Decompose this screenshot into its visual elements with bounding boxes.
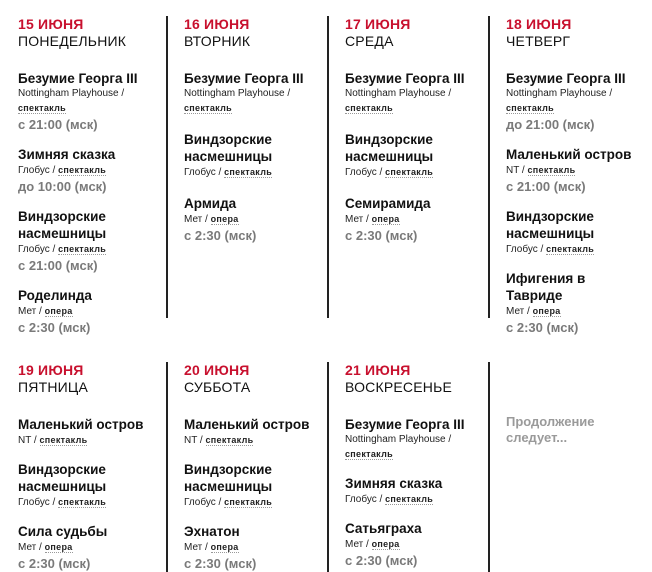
event-meta [184, 495, 322, 510]
day-column [488, 0, 650, 335]
event-title[interactable]: Маленький остров [506, 147, 632, 162]
event-type[interactable]: спектакль [527, 165, 576, 175]
event-venue: Мет [184, 542, 203, 553]
event-title[interactable]: Эхнатон [184, 524, 240, 539]
event-venue: Мет [18, 306, 37, 317]
event-time: с 21:00 (мск) [506, 179, 586, 194]
event-title[interactable]: Зимняя сказка [18, 147, 116, 162]
event-venue: Мет [506, 306, 525, 317]
day-date: 21 ИЮНЯ [345, 362, 411, 378]
day-column [327, 346, 489, 568]
event-item[interactable] [184, 416, 322, 448]
event-meta [18, 304, 156, 319]
event-item[interactable] [345, 70, 483, 116]
event-time: до 10:00 (мск) [18, 179, 107, 194]
event-meta [184, 165, 322, 180]
meta-separator: / [49, 165, 59, 176]
day-weekday: СУББОТА [184, 379, 251, 395]
event-venue: Nottingham Playhouse [184, 88, 285, 99]
event-title[interactable]: Маленький остров [184, 417, 310, 432]
event-meta [506, 242, 644, 257]
meta-separator: / [363, 539, 372, 550]
event-list [345, 416, 483, 569]
event-item[interactable] [506, 70, 644, 133]
meta-separator: / [49, 244, 59, 255]
event-item[interactable] [18, 287, 156, 336]
event-meta [18, 242, 156, 257]
event-venue: Мет [345, 539, 364, 550]
continued-note: Продолжение следует... [506, 414, 595, 445]
event-meta [345, 165, 483, 180]
event-type[interactable]: спектакль [546, 244, 595, 254]
meta-separator: / [202, 542, 211, 553]
day-column [0, 0, 162, 335]
event-meta [345, 87, 483, 116]
event-type[interactable]: спектакль [506, 103, 554, 113]
event-title[interactable]: Роделинда [18, 288, 92, 303]
event-type[interactable]: спектакль [58, 244, 107, 254]
event-title[interactable]: Виндзорские насмешницы [345, 132, 434, 164]
day-weekday: ЧЕТВЕРГ [506, 33, 571, 49]
event-list [506, 70, 644, 336]
day-weekday: ВОСКРЕСЕНЬЕ [345, 379, 452, 395]
event-venue: NT [184, 435, 198, 446]
event-venue: Глобус [184, 167, 216, 178]
event-title[interactable]: Армида [184, 196, 237, 211]
event-time: с 2:30 (мск) [184, 228, 257, 243]
day-date: 17 ИЮНЯ [345, 16, 411, 32]
meta-separator: / [202, 214, 211, 225]
meta-separator: / [445, 88, 452, 99]
event-venue: Глобус [345, 494, 377, 505]
day-weekday: ВТОРНИК [184, 33, 251, 49]
event-meta [345, 212, 483, 227]
event-title[interactable]: Виндзорские насмешницы [506, 209, 595, 241]
event-meta [506, 87, 644, 116]
day-column [166, 346, 328, 571]
event-item[interactable] [18, 523, 156, 572]
event-venue: Мет [345, 214, 364, 225]
event-type[interactable]: опера [44, 542, 73, 552]
event-list [345, 70, 483, 244]
event-type[interactable]: опера [371, 539, 400, 549]
event-meta [184, 87, 322, 116]
event-time: с 2:30 (мск) [345, 228, 418, 243]
event-list [18, 416, 156, 572]
event-type[interactable]: спектакль [385, 494, 434, 504]
event-venue: Nottingham Playhouse [506, 88, 607, 99]
event-venue: NT [18, 435, 32, 446]
event-title[interactable]: Зимняя сказка [345, 476, 443, 491]
event-item[interactable] [184, 523, 322, 572]
day-date: 16 ИЮНЯ [184, 16, 250, 32]
event-meta [184, 540, 322, 555]
event-title[interactable]: Сила судьбы [18, 524, 108, 539]
day-column [0, 346, 162, 571]
event-meta [506, 163, 644, 178]
day-column [488, 346, 650, 559]
meta-separator: / [363, 214, 372, 225]
meta-separator: / [49, 497, 59, 508]
meta-separator: / [524, 306, 533, 317]
event-title[interactable]: Виндзорские насмешницы [184, 132, 273, 164]
event-title[interactable]: Безумие Георга III [18, 71, 138, 86]
event-type[interactable]: опера [210, 214, 239, 224]
event-meta [184, 433, 322, 448]
event-meta [18, 495, 156, 510]
event-type[interactable]: опера [532, 306, 561, 316]
event-type[interactable]: спектакль [224, 497, 273, 507]
meta-separator: / [376, 167, 386, 178]
event-type[interactable]: спектакль [205, 435, 254, 445]
meta-separator: / [376, 494, 386, 505]
event-venue: Глобус [345, 167, 377, 178]
event-item[interactable] [506, 270, 644, 336]
event-title[interactable]: Маленький остров [18, 417, 144, 432]
day-column [166, 0, 328, 330]
event-meta [506, 304, 644, 319]
event-item[interactable] [506, 208, 644, 257]
event-title[interactable]: Безумие Георга III [345, 417, 465, 432]
event-title[interactable]: Ифигения в Тавриде [506, 271, 586, 303]
event-type[interactable]: опера [210, 542, 239, 552]
event-time: с 2:30 (мск) [506, 320, 579, 335]
event-type[interactable]: спектакль [385, 167, 434, 177]
meta-separator: / [284, 88, 291, 99]
event-venue: Глобус [506, 244, 538, 255]
event-meta [345, 492, 483, 507]
event-title[interactable]: Безумие Георга III [345, 71, 465, 86]
event-type[interactable]: спектакль [58, 165, 107, 175]
event-venue: Мет [18, 542, 37, 553]
event-type[interactable]: спектакль [184, 103, 232, 113]
event-venue: Глобус [18, 497, 50, 508]
day-date: 18 ИЮНЯ [506, 16, 572, 32]
week-row [0, 346, 652, 571]
event-meta [18, 540, 156, 555]
meta-separator: / [215, 167, 225, 178]
event-item[interactable] [345, 416, 483, 462]
event-meta [345, 537, 483, 552]
event-item[interactable] [184, 131, 322, 180]
event-meta [345, 433, 483, 462]
event-item[interactable] [18, 146, 156, 195]
day-date: 20 ИЮНЯ [184, 362, 250, 378]
event-venue: Nottingham Playhouse [345, 88, 446, 99]
event-item[interactable] [18, 70, 156, 133]
event-venue: Мет [184, 214, 203, 225]
event-item[interactable] [345, 195, 483, 244]
event-type[interactable]: спектакль [58, 497, 107, 507]
event-title[interactable]: Виндзорские насмешницы [18, 462, 107, 494]
event-venue: Глобус [18, 165, 50, 176]
event-list [184, 70, 322, 244]
event-item[interactable] [345, 520, 483, 569]
meta-separator: / [36, 542, 45, 553]
event-type[interactable]: спектакль [345, 449, 393, 459]
meta-separator: / [36, 306, 45, 317]
event-meta [18, 163, 156, 178]
event-meta [18, 433, 156, 448]
event-item[interactable] [345, 475, 483, 507]
day-weekday: СРЕДА [345, 33, 394, 49]
event-time: с 2:30 (мск) [18, 556, 91, 571]
event-time: с 21:00 (мск) [18, 117, 98, 132]
event-item[interactable] [184, 70, 322, 116]
meta-separator: / [537, 244, 547, 255]
event-type[interactable]: опера [371, 214, 400, 224]
event-item[interactable] [184, 461, 322, 510]
meta-separator: / [606, 88, 613, 99]
event-meta [184, 212, 322, 227]
meta-separator: / [519, 165, 528, 176]
event-title[interactable]: Семирамида [345, 196, 431, 211]
event-time: с 2:30 (мск) [18, 320, 91, 335]
event-title[interactable]: Безумие Георга III [506, 71, 626, 86]
meta-separator: / [118, 88, 125, 99]
event-item[interactable] [18, 461, 156, 510]
day-column [327, 0, 489, 330]
meta-separator: / [445, 434, 452, 445]
day-weekday: ПОНЕДЕЛЬНИК [18, 33, 127, 49]
day-date: 19 ИЮНЯ [18, 362, 84, 378]
event-type[interactable]: спектакль [18, 103, 66, 113]
event-title[interactable]: Сатьяграха [345, 521, 422, 536]
event-time: с 21:00 (мск) [18, 258, 98, 273]
event-venue: NT [506, 165, 520, 176]
meta-separator: / [215, 497, 225, 508]
event-type[interactable]: спектакль [39, 435, 88, 445]
event-venue: Глобус [18, 244, 50, 255]
meta-separator: / [197, 435, 206, 446]
event-item[interactable] [184, 195, 322, 244]
day-weekday: ПЯТНИЦА [18, 379, 88, 395]
event-list [184, 416, 322, 572]
event-item[interactable] [18, 416, 156, 448]
event-time: до 21:00 (мск) [506, 117, 595, 132]
day-date: 15 ИЮНЯ [18, 16, 84, 32]
event-item[interactable] [18, 208, 156, 274]
event-venue: Nottingham Playhouse [345, 434, 446, 445]
event-list [18, 70, 156, 336]
event-venue: Nottingham Playhouse [18, 88, 119, 99]
event-title[interactable]: Виндзорские насмешницы [18, 209, 107, 241]
event-type[interactable]: спектакль [224, 167, 273, 177]
meta-separator: / [31, 435, 40, 446]
event-item[interactable] [345, 131, 483, 180]
event-venue: Глобус [184, 497, 216, 508]
event-type[interactable]: спектакль [345, 103, 393, 113]
event-time: с 2:30 (мск) [345, 553, 418, 568]
event-title[interactable]: Виндзорские насмешницы [184, 462, 273, 494]
event-time: с 2:30 (мск) [184, 556, 257, 571]
event-item[interactable] [506, 146, 644, 195]
event-type[interactable]: опера [44, 306, 73, 316]
event-meta [18, 87, 156, 116]
event-title[interactable]: Безумие Георга III [184, 71, 304, 86]
